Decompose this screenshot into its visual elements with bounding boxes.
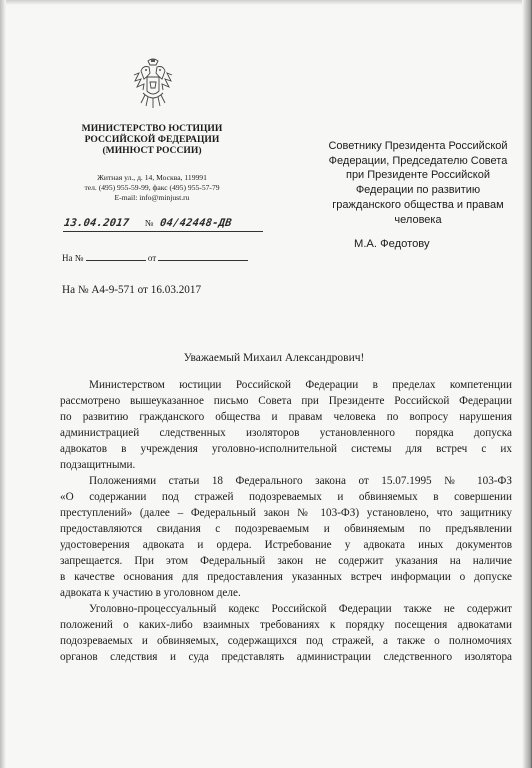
body-line: подзащитными. [60,459,136,471]
letter-body [60,377,512,665]
body-line: преступлений» (далее – Федеральный закон № 103-ФЗ) установлено, что защитнику [60,507,512,519]
ministry-line: (МИНЮСТ РОССИИ) [102,145,202,156]
coat-of-arms-icon [131,57,175,113]
addressee-line: при Президенте Российской [345,169,491,182]
body-line: органов следствия и суда представлять администрации следственного изолятора [60,651,512,663]
body-line: запрещается. При этом Федеральный закон не содержит указания на наличие [60,555,512,567]
body-line: положений о каких-либо взаимных требованиях к порядку посещения адвокатами [60,619,512,631]
body-line: рассмотрено вышеуказанное письмо Совета при Президенте Российской Федерации [60,395,512,407]
registration-number-label: № [144,218,154,228]
addressee-block [300,139,532,227]
reference-no-label: На № [62,253,84,263]
body-line: адвокатов в учреждения уголовно-исполнительной системы для встреч с их [60,443,512,455]
addressee-line: гражданского общества и правам [332,198,504,211]
body-line: Положениями статьи 18 Федерального закона от 15.07.1995 № 103-ФЗ [89,475,512,487]
body-line: предоставляются свидания с подозреваемым и обвиняемым по предъявлении [60,523,512,535]
reference-line [62,251,248,263]
handwritten-registration [64,217,232,229]
ministry-name [58,123,246,156]
addressee-line: Федерации, Председателю Совета [328,154,508,167]
salutation: Уважаемый Михаил Александрович! [183,352,365,364]
body-line: удостоверения адвоката и ордера. Истребование у адвоката иных документов [60,539,512,551]
addressee-line: человека [394,213,442,226]
body-line: «О содержании под стражей подозреваемых и обвиняемых в совершении [60,491,512,503]
body-line: Уголовно-процессуальный кодекс Российской Федерации также не содержит [89,603,512,615]
body-line: администрацией следственных изоляторов установленного порядка допуска [60,427,512,439]
body-line: подозреваемых и обвиняемых, содержащихся под стражей, а также о полномочиях [60,635,512,647]
scan-edge-right [522,0,532,768]
in-reply-to: На № А4-9-571 от 16.03.2017 [62,284,202,296]
addressee-line: Федерации по развитию [355,184,481,197]
contact-email: E-mail: info@minjust.ru [114,193,190,203]
body-line: адвоката к участию в уголовном деле. [60,587,241,599]
contact-phone: тел. (495) 955-59-99, факс (495) 955-57-79 [84,183,220,193]
scan-edge-top [0,0,532,5]
ministry-line: РОССИЙСКОЙ ФЕДЕРАЦИИ [84,134,220,145]
registration-underline [63,231,263,232]
reference-from-label: от [147,253,157,263]
registration-number: 04/42448-ДВ [159,217,233,229]
contact-address: Житная ул., д. 14, Москва, 119991 [97,173,207,182]
body-line: Министерством юстиции Российской Федерации в пределах компетенции [89,379,512,391]
registration-date: 13.04.2017 [63,217,131,229]
body-line: в качестве основания для предоставления указанных встреч информации о допуске [60,571,512,583]
addressee-line: Советнику Президента Российской [328,140,508,152]
recipient-name: М.А. Федотову [354,238,430,250]
ministry-line: МИНИСТЕРСТВО ЮСТИЦИИ [81,123,223,134]
ministry-contacts [58,173,246,204]
body-line: по развитию гражданского общества и правам человека по вопросу нарушения [60,411,512,423]
scan-edge-left [0,0,6,768]
reference-no-blank [86,251,146,261]
reference-date-blank [158,251,248,261]
